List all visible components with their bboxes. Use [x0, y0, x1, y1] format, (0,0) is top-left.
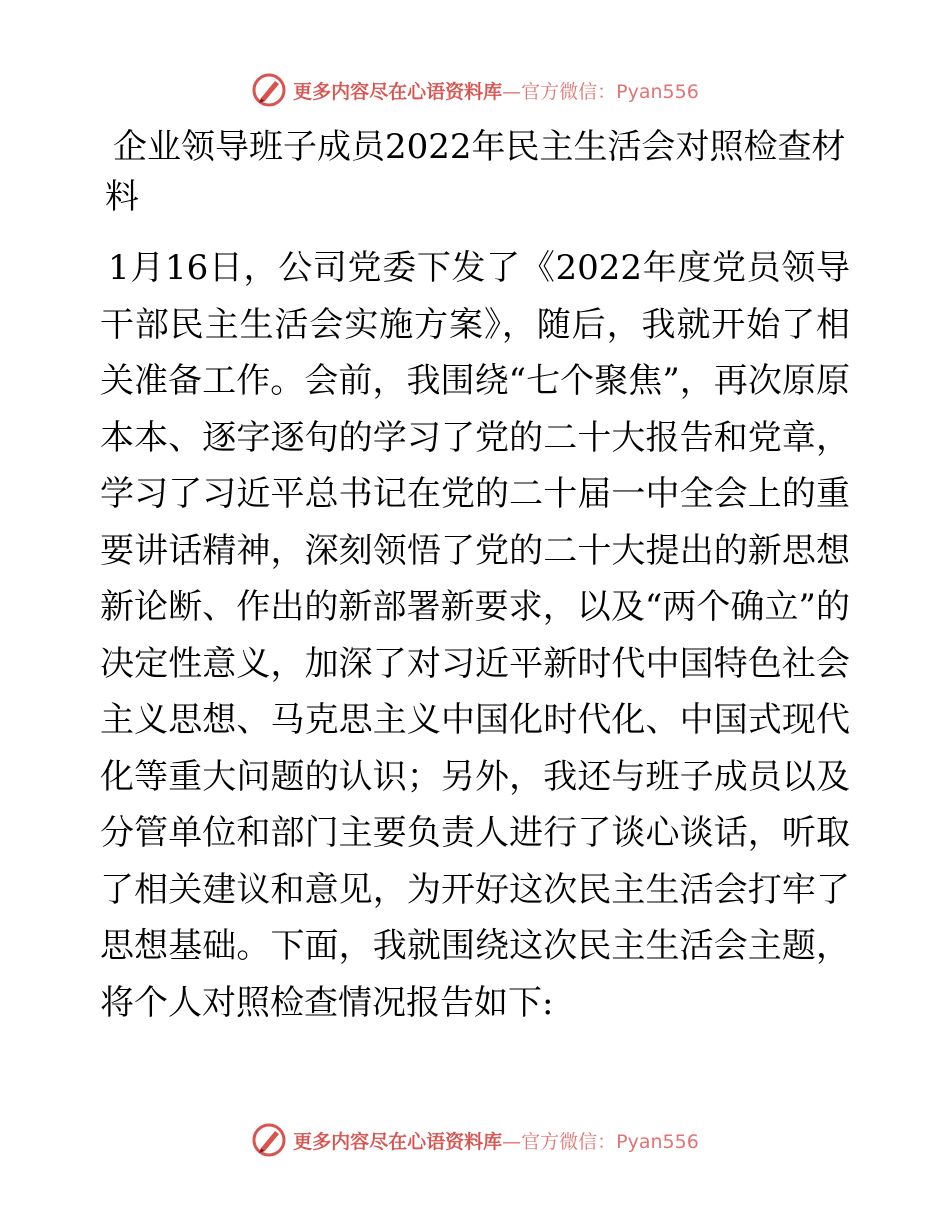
logo-icon	[251, 1122, 287, 1158]
logo-icon	[251, 72, 287, 108]
footer-watermark-banner	[0, 1120, 950, 1160]
document-paragraph: 1月16日，公司党委下发了《2022年度党员领导干部民主生活会实施方案》，随后，我就开始了相关准备工作。会前，我围绕“七个聚焦”，再次原原本本、逐字逐句的学习了党的二十大报告和党章，学习了习近平总书记在党的二十届一中全会上的重要讲话精神，深刻领悟了党的二十大提出的新思想新论断、作出的新部署新要求，以及“两个确立”的决定性意义，加深了对习近平新时代中国特色社会主义思想、马克思主义中国化时代化、中国式现代化等重大问题的认识；另外，我还与班子成员以及分管单位和部门主要负责人进行了谈心谈话，听取了相关建议和意见，为开好这次民主生活会打牢了思想基础。下面，我就围绕这次民主生活会主题，将个人对照检查情况报告如下:	[100, 248, 850, 1023]
header-watermark-banner	[0, 70, 950, 110]
watermark-text: 更多内容尽在心语资料库—官方微信：Pyan556	[293, 1130, 699, 1153]
watermark-text: 更多内容尽在心语资料库—官方微信：Pyan556	[293, 80, 699, 103]
document-title: 企业领导班子成员2022年民主生活会对照检查材料	[105, 127, 846, 217]
